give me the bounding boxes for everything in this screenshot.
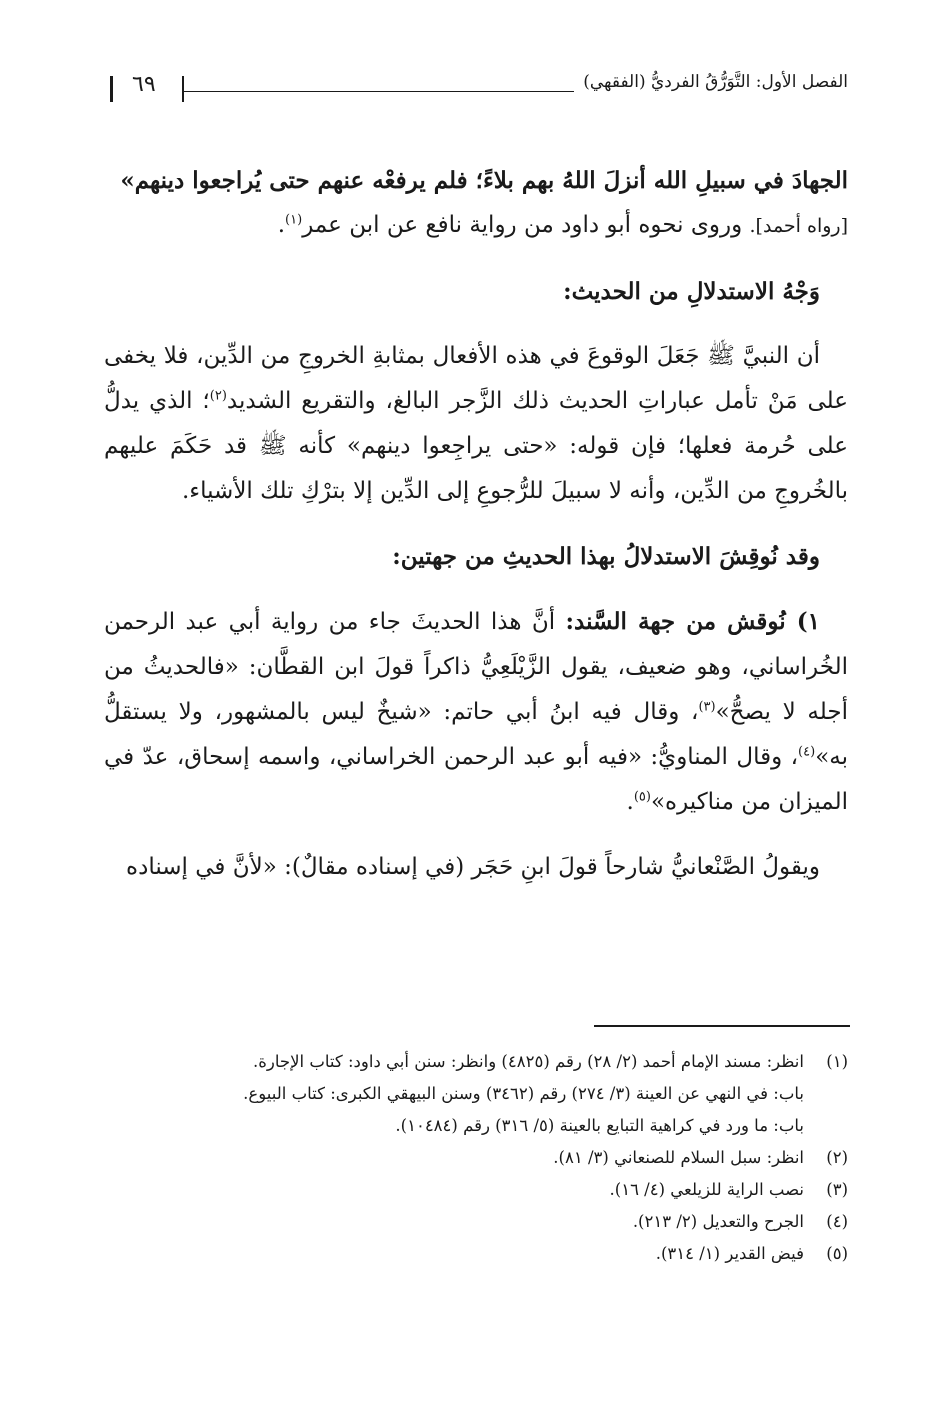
running-header: [110, 70, 848, 110]
footnote-text: انظر: مسند الإمام أحمد (٢/ ٢٨) رقم (٤٨٢٥) وانظر: سنن أبي داود: كتاب الإجارة.: [253, 1052, 804, 1071]
footnote-ref-4[interactable]: (٤): [798, 744, 816, 760]
footnote-ref-3[interactable]: (٣): [698, 699, 716, 715]
header-vertical-bar: [110, 76, 113, 102]
period: .: [277, 212, 286, 238]
source-bracket: [رواه أحمد].: [749, 215, 848, 237]
footnote-5: [104, 1238, 848, 1270]
footnote-text: نصب الراية للزيلعي (٤/ ١٦).: [609, 1180, 804, 1199]
header-rule: [184, 91, 574, 92]
point-one-text-2: ، وقال فيه ابنُ أبي حاتم: «شيخٌ ليس بالمشهور، ولا يستقلُّ به»: [104, 699, 848, 770]
footnotes: [104, 1046, 848, 1270]
footnote-2: [104, 1142, 848, 1174]
chapter-title: الفصل الأول: التَّوَرُّقُ الفرديُّ (الفقهي): [583, 72, 848, 92]
heading-discussion: وقد نُوقِشَ الاستدلالُ بهذا الحديثِ من جهتين:: [392, 543, 820, 570]
heading-inference: وَجْهُ الاستدلالِ من الحديث:: [563, 278, 820, 305]
footnote-text: فيض القدير (١/ ٣١٤).: [655, 1244, 804, 1263]
main-text: [104, 158, 848, 890]
period-2: .: [626, 789, 634, 815]
inference-text-cont: ؛ الذي يدلُّ على حُرمة فعلها؛ فإن قوله: «حتى يراجِعوا دينهم» كأنه ﷺ قد حَكَمَ عليهم بالخُروجِ من الدِّين، وأنه لا سبيلَ للرُّجوعِ إلى الدِّين إلا بترْكِ تلك الأشياء.: [104, 388, 848, 504]
footnote-number: (٥): [826, 1244, 848, 1263]
footnote-number: (٤): [826, 1212, 848, 1231]
point-one-label: ١) نُوقش من جهة السَّند:: [565, 608, 820, 635]
point-one-text: أنَّ هذا الحديثَ جاء من رواية أبي عبد الرحمن الخُراساني، وهو ضعيف، يقول الزَّيْلَعِيُّ ذاكراً قولَ ابن القطَّان: «فالحديثُ من أجله لا يصحُّ»: [104, 609, 848, 725]
footnote-text: انظر: سبل السلام للصنعاني (٣/ ٨١).: [553, 1148, 804, 1167]
footnote-3: [104, 1174, 848, 1206]
point-one-text-3: ، وقال المناويُّ: «فيه أبو عبد الرحمن الخراساني، واسمه إسحاق، عدّ في الميزان من مناكيره»: [104, 744, 848, 815]
page-number: ٦٩: [132, 72, 156, 97]
hadith-ending: الجهادَ في سبيلِ الله أنزلَ اللهُ بهم بلاءً؛ فلم يرفعْه عنهم حتى يُراجعوا دينهم»: [120, 167, 848, 194]
footnote-number: (٢): [826, 1148, 848, 1167]
footnote-number: (١): [826, 1052, 848, 1071]
footnote-text: الجرح والتعديل (٢/ ٢١٣).: [632, 1212, 804, 1231]
point-one-paragraph: [104, 599, 848, 825]
source-note: وروى نحوه أبو داود من رواية نافع عن ابن عمر: [302, 212, 750, 238]
footnote-4: [104, 1206, 848, 1238]
footnote-1-line-2: باب: في النهي عن العينة (٣/ ٢٧٤) رقم (٣٤٦٢) وسنن البيهقي الكبرى: كتاب البيوع.: [243, 1084, 804, 1103]
footnote-ref-5[interactable]: (٥): [633, 789, 651, 805]
footnote-ref-1[interactable]: (١): [285, 212, 303, 228]
header-tick: [182, 76, 184, 102]
footnote-1: [104, 1046, 848, 1078]
inference-paragraph: [104, 334, 848, 514]
footnote-number: (٣): [826, 1180, 848, 1199]
inference-text: أن النبيَّ ﷺ جَعَلَ الوقوعَ في هذه الأفعال بمثابةِ الخروجِ من الدِّين، فلا يخفى على مَنْ تأمل عباراتِ الحديث ذلك الزَّجر البالغ، والتقريع الشديد: [104, 343, 849, 414]
last-line: ويقولُ الصَّنْعانيُّ شارحاً قولَ ابنِ حَجَر (في إسناده مقالٌ): «لأنَّ في إسناده: [126, 854, 820, 880]
footnote-1-line-3: باب: ما ورد في كراهية التبايع بالعينة (٥/ ٣١٦) رقم (١٠٤٨٤).: [395, 1116, 804, 1135]
hadith-source: [104, 203, 848, 249]
footnote-ref-2[interactable]: (٢): [209, 388, 227, 404]
footnote-separator: [594, 1025, 850, 1027]
